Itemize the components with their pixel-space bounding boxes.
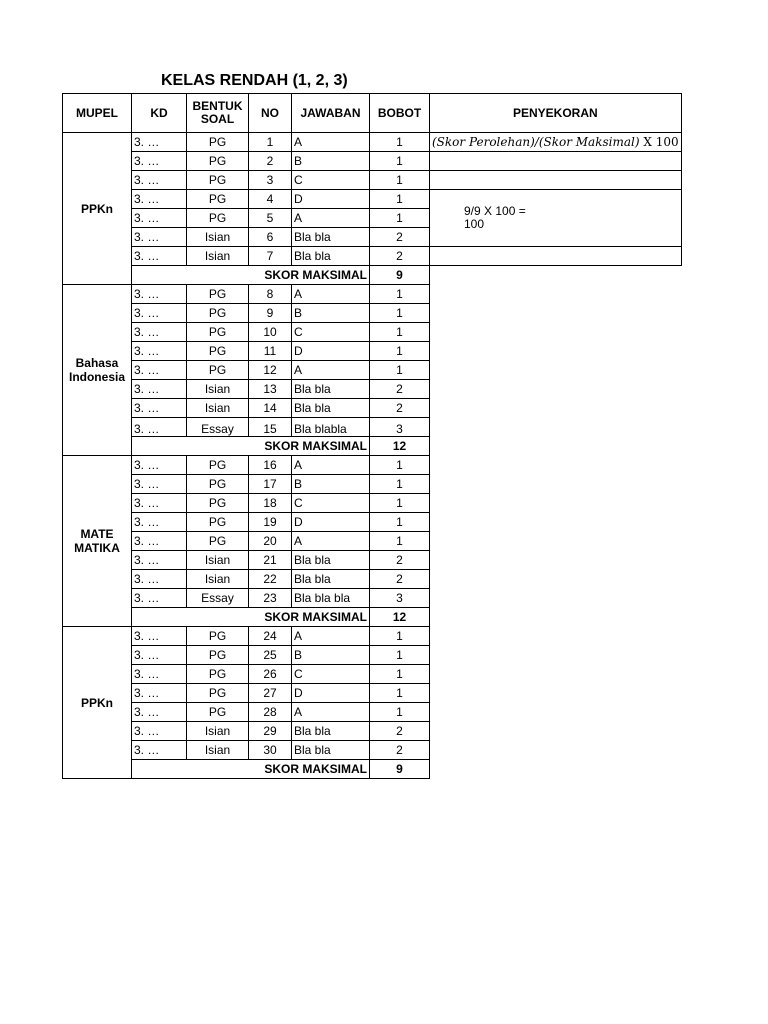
- kd-cell: 3. …: [132, 513, 187, 532]
- kd-cell: 3. …: [132, 475, 187, 494]
- blank-cell: [430, 627, 682, 646]
- bobot-cell: 1: [370, 475, 430, 494]
- jawaban-cell: D: [292, 190, 370, 209]
- bentuk-soal-cell: PG: [187, 152, 249, 171]
- blank-cell: [430, 418, 682, 437]
- header-no: NO: [249, 94, 292, 133]
- kd-cell: 3. …: [132, 646, 187, 665]
- jawaban-cell: Bla bla: [292, 228, 370, 247]
- table-row: [63, 570, 682, 589]
- skor-maksimal-value: 12: [370, 437, 430, 456]
- bentuk-soal-cell: PG: [187, 171, 249, 190]
- blank-cell: [430, 304, 682, 323]
- table-row: [63, 589, 682, 608]
- kd-cell: 3. …: [132, 399, 187, 418]
- jawaban-cell: D: [292, 684, 370, 703]
- no-cell: 19: [249, 513, 292, 532]
- penyekoran-example: [430, 190, 682, 247]
- kd-cell: 3. …: [132, 570, 187, 589]
- blank-cell: [430, 342, 682, 361]
- bentuk-soal-cell: Isian: [187, 570, 249, 589]
- jawaban-cell: Bla bla: [292, 551, 370, 570]
- bobot-cell: 2: [370, 551, 430, 570]
- bentuk-soal-cell: PG: [187, 285, 249, 304]
- no-cell: 17: [249, 475, 292, 494]
- bentuk-soal-cell: PG: [187, 361, 249, 380]
- bobot-cell: 1: [370, 152, 430, 171]
- table-row: [63, 684, 682, 703]
- formula-text: (Skor Perolehan)/(Skor Maksimal): [432, 135, 640, 149]
- bobot-cell: 1: [370, 171, 430, 190]
- bobot-cell: 1: [370, 646, 430, 665]
- penyekoran-empty: [430, 171, 682, 190]
- bobot-cell: 3: [370, 418, 430, 437]
- no-cell: 27: [249, 684, 292, 703]
- jawaban-cell: A: [292, 532, 370, 551]
- skor-maksimal-label: SKOR MAKSIMAL: [132, 608, 370, 627]
- blank-cell: [430, 703, 682, 722]
- jawaban-cell: Bla bla: [292, 741, 370, 760]
- no-cell: 23: [249, 589, 292, 608]
- blank-cell: [430, 665, 682, 684]
- table-row: [63, 532, 682, 551]
- header-mupel: MUPEL: [63, 94, 132, 133]
- header-jawaban: JAWABAN: [292, 94, 370, 133]
- table-row: [63, 627, 682, 646]
- kd-cell: 3. …: [132, 342, 187, 361]
- bentuk-soal-cell: PG: [187, 133, 249, 152]
- table-row: [63, 456, 682, 475]
- bentuk-soal-cell: PG: [187, 456, 249, 475]
- blank-cell: [430, 323, 682, 342]
- kd-cell: 3. …: [132, 380, 187, 399]
- blank-cell: [430, 532, 682, 551]
- skor-maksimal-value: 9: [370, 760, 430, 779]
- blank-cell: [430, 285, 682, 304]
- kd-cell: 3. …: [132, 209, 187, 228]
- kd-cell: 3. …: [132, 190, 187, 209]
- blank-cell: [430, 513, 682, 532]
- blank-cell: [430, 456, 682, 475]
- jawaban-cell: Bla bla bla: [292, 589, 370, 608]
- jawaban-cell: A: [292, 133, 370, 152]
- table-row: [63, 171, 682, 190]
- no-cell: 3: [249, 171, 292, 190]
- example-line1: 9/9 X 100 =: [464, 204, 526, 218]
- mupel-cell: PPKn: [63, 627, 132, 779]
- header-row: [63, 94, 682, 133]
- jawaban-cell: A: [292, 703, 370, 722]
- kd-cell: 3. …: [132, 722, 187, 741]
- blank-cell: [430, 437, 682, 456]
- bentuk-soal-cell: PG: [187, 342, 249, 361]
- bentuk-soal-cell: PG: [187, 532, 249, 551]
- bentuk-soal-cell: PG: [187, 627, 249, 646]
- bobot-cell: 1: [370, 285, 430, 304]
- bobot-cell: 2: [370, 570, 430, 589]
- table-row: [63, 665, 682, 684]
- bobot-cell: 2: [370, 247, 430, 266]
- header-bentuk-soal: BENTUK SOAL: [187, 94, 249, 133]
- kd-cell: 3. …: [132, 665, 187, 684]
- bobot-cell: 1: [370, 361, 430, 380]
- no-cell: 21: [249, 551, 292, 570]
- header-penyekoran: PENYEKORAN: [430, 94, 682, 133]
- kd-cell: 3. …: [132, 323, 187, 342]
- jawaban-cell: B: [292, 304, 370, 323]
- table-row: [63, 703, 682, 722]
- bentuk-soal-cell: PG: [187, 665, 249, 684]
- bentuk-soal-cell: PG: [187, 646, 249, 665]
- no-cell: 14: [249, 399, 292, 418]
- bobot-cell: 1: [370, 513, 430, 532]
- example-line2: 100: [464, 217, 485, 231]
- jawaban-cell: Bla bla: [292, 380, 370, 399]
- blank-cell: [430, 570, 682, 589]
- kd-cell: 3. …: [132, 171, 187, 190]
- bobot-cell: 1: [370, 532, 430, 551]
- bobot-cell: 1: [370, 342, 430, 361]
- bentuk-soal-cell: PG: [187, 323, 249, 342]
- blank-cell: [430, 475, 682, 494]
- no-cell: 29: [249, 722, 292, 741]
- bobot-cell: 1: [370, 627, 430, 646]
- kd-cell: 3. …: [132, 684, 187, 703]
- skor-maksimal-row: [63, 437, 682, 456]
- bentuk-soal-cell: PG: [187, 190, 249, 209]
- bobot-cell: 2: [370, 722, 430, 741]
- kd-cell: 3. …: [132, 589, 187, 608]
- kd-cell: 3. …: [132, 152, 187, 171]
- no-cell: 7: [249, 247, 292, 266]
- no-cell: 1: [249, 133, 292, 152]
- blank-cell: [430, 494, 682, 513]
- blank-cell: [430, 361, 682, 380]
- skor-maksimal-label: SKOR MAKSIMAL: [132, 760, 370, 779]
- header-bobot: BOBOT: [370, 94, 430, 133]
- skor-maksimal-label: SKOR MAKSIMAL: [132, 266, 370, 285]
- skor-maksimal-row: [63, 266, 682, 285]
- kd-cell: 3. …: [132, 456, 187, 475]
- table-row: [63, 722, 682, 741]
- bobot-cell: 2: [370, 399, 430, 418]
- bentuk-soal-cell: Isian: [187, 247, 249, 266]
- table-row: [63, 551, 682, 570]
- no-cell: 25: [249, 646, 292, 665]
- bobot-cell: 1: [370, 304, 430, 323]
- bobot-cell: 1: [370, 665, 430, 684]
- mupel-cell: PPKn: [63, 133, 132, 285]
- jawaban-cell: Bla bla: [292, 722, 370, 741]
- no-cell: 9: [249, 304, 292, 323]
- kd-cell: 3. …: [132, 741, 187, 760]
- table-row: [63, 323, 682, 342]
- formula-multiplier: X 100: [639, 135, 679, 149]
- kd-cell: 3. …: [132, 361, 187, 380]
- jawaban-cell: B: [292, 152, 370, 171]
- kd-cell: 3. …: [132, 532, 187, 551]
- table-row: [63, 361, 682, 380]
- jawaban-cell: B: [292, 646, 370, 665]
- bobot-cell: 2: [370, 380, 430, 399]
- scoring-table: [62, 93, 682, 779]
- jawaban-cell: C: [292, 323, 370, 342]
- no-cell: 2: [249, 152, 292, 171]
- blank-cell: [430, 399, 682, 418]
- table-row: [63, 646, 682, 665]
- jawaban-cell: C: [292, 665, 370, 684]
- kd-cell: 3. …: [132, 418, 187, 437]
- jawaban-cell: A: [292, 456, 370, 475]
- no-cell: 10: [249, 323, 292, 342]
- blank-cell: [430, 589, 682, 608]
- no-cell: 12: [249, 361, 292, 380]
- kd-cell: 3. …: [132, 228, 187, 247]
- no-cell: 24: [249, 627, 292, 646]
- bobot-cell: 1: [370, 209, 430, 228]
- table-row: [63, 741, 682, 760]
- bentuk-soal-cell: Essay: [187, 418, 249, 437]
- table-row: [63, 285, 682, 304]
- jawaban-cell: Bla blabla: [292, 418, 370, 437]
- kd-cell: 3. …: [132, 703, 187, 722]
- blank-cell: [430, 380, 682, 399]
- table-row: [63, 152, 682, 171]
- blank-cell: [430, 760, 682, 779]
- kd-cell: 3. …: [132, 304, 187, 323]
- kd-cell: 3. …: [132, 627, 187, 646]
- table-row: [63, 399, 682, 418]
- bobot-cell: 2: [370, 228, 430, 247]
- no-cell: 6: [249, 228, 292, 247]
- blank-cell: [430, 551, 682, 570]
- no-cell: 8: [249, 285, 292, 304]
- no-cell: 28: [249, 703, 292, 722]
- bentuk-soal-cell: Essay: [187, 589, 249, 608]
- jawaban-cell: C: [292, 494, 370, 513]
- bentuk-soal-cell: Isian: [187, 380, 249, 399]
- table-row: [63, 475, 682, 494]
- no-cell: 22: [249, 570, 292, 589]
- table-row: [63, 133, 682, 152]
- no-cell: 16: [249, 456, 292, 475]
- bentuk-soal-cell: PG: [187, 209, 249, 228]
- no-cell: 30: [249, 741, 292, 760]
- skor-maksimal-value: 9: [370, 266, 430, 285]
- jawaban-cell: Bla bla: [292, 570, 370, 589]
- no-cell: 4: [249, 190, 292, 209]
- table-row: [63, 418, 682, 437]
- blank-cell: [430, 741, 682, 760]
- bentuk-soal-cell: Isian: [187, 228, 249, 247]
- bobot-cell: 1: [370, 684, 430, 703]
- bobot-cell: 1: [370, 133, 430, 152]
- penyekoran-empty: [430, 247, 682, 266]
- bobot-cell: 1: [370, 190, 430, 209]
- blank-cell: [430, 646, 682, 665]
- kd-cell: 3. …: [132, 247, 187, 266]
- bobot-cell: 1: [370, 456, 430, 475]
- bentuk-soal-cell: PG: [187, 494, 249, 513]
- no-cell: 13: [249, 380, 292, 399]
- table-row: [63, 342, 682, 361]
- bentuk-soal-cell: Isian: [187, 551, 249, 570]
- jawaban-cell: B: [292, 475, 370, 494]
- bentuk-soal-cell: PG: [187, 684, 249, 703]
- page-title: KELAS RENDAH (1, 2, 3): [161, 72, 348, 89]
- bentuk-soal-cell: PG: [187, 513, 249, 532]
- jawaban-cell: A: [292, 361, 370, 380]
- blank-cell: [430, 266, 682, 285]
- bentuk-soal-cell: Isian: [187, 741, 249, 760]
- blank-cell: [430, 722, 682, 741]
- no-cell: 5: [249, 209, 292, 228]
- jawaban-cell: C: [292, 171, 370, 190]
- skor-maksimal-value: 12: [370, 608, 430, 627]
- bentuk-soal-cell: Isian: [187, 399, 249, 418]
- table-row: [63, 304, 682, 323]
- kd-cell: 3. …: [132, 551, 187, 570]
- bobot-cell: 1: [370, 494, 430, 513]
- kd-cell: 3. …: [132, 285, 187, 304]
- blank-cell: [430, 608, 682, 627]
- penyekoran-empty: [430, 152, 682, 171]
- blank-cell: [430, 684, 682, 703]
- jawaban-cell: D: [292, 342, 370, 361]
- no-cell: 26: [249, 665, 292, 684]
- bobot-cell: 3: [370, 589, 430, 608]
- bentuk-soal-cell: PG: [187, 703, 249, 722]
- bentuk-soal-cell: Isian: [187, 722, 249, 741]
- kd-cell: 3. …: [132, 494, 187, 513]
- bobot-cell: 1: [370, 703, 430, 722]
- jawaban-cell: Bla bla: [292, 399, 370, 418]
- jawaban-cell: D: [292, 513, 370, 532]
- skor-maksimal-label: SKOR MAKSIMAL: [132, 437, 370, 456]
- jawaban-cell: Bla bla: [292, 247, 370, 266]
- bentuk-soal-cell: PG: [187, 475, 249, 494]
- table-row: [63, 190, 682, 209]
- table-row: [63, 494, 682, 513]
- jawaban-cell: A: [292, 209, 370, 228]
- mupel-cell: Bahasa Indonesia: [63, 285, 132, 456]
- table-row: [63, 513, 682, 532]
- kd-cell: 3. …: [132, 133, 187, 152]
- no-cell: 18: [249, 494, 292, 513]
- table-row: [63, 380, 682, 399]
- penyekoran-formula: [430, 133, 682, 152]
- no-cell: 20: [249, 532, 292, 551]
- bobot-cell: 1: [370, 323, 430, 342]
- bobot-cell: 2: [370, 741, 430, 760]
- jawaban-cell: A: [292, 627, 370, 646]
- bentuk-soal-cell: PG: [187, 304, 249, 323]
- no-cell: 11: [249, 342, 292, 361]
- skor-maksimal-row: [63, 760, 682, 779]
- no-cell: 15: [249, 418, 292, 437]
- skor-maksimal-row: [63, 608, 682, 627]
- table-row: [63, 247, 682, 266]
- jawaban-cell: A: [292, 285, 370, 304]
- header-kd: KD: [132, 94, 187, 133]
- mupel-cell: MATE MATIKA: [63, 456, 132, 627]
